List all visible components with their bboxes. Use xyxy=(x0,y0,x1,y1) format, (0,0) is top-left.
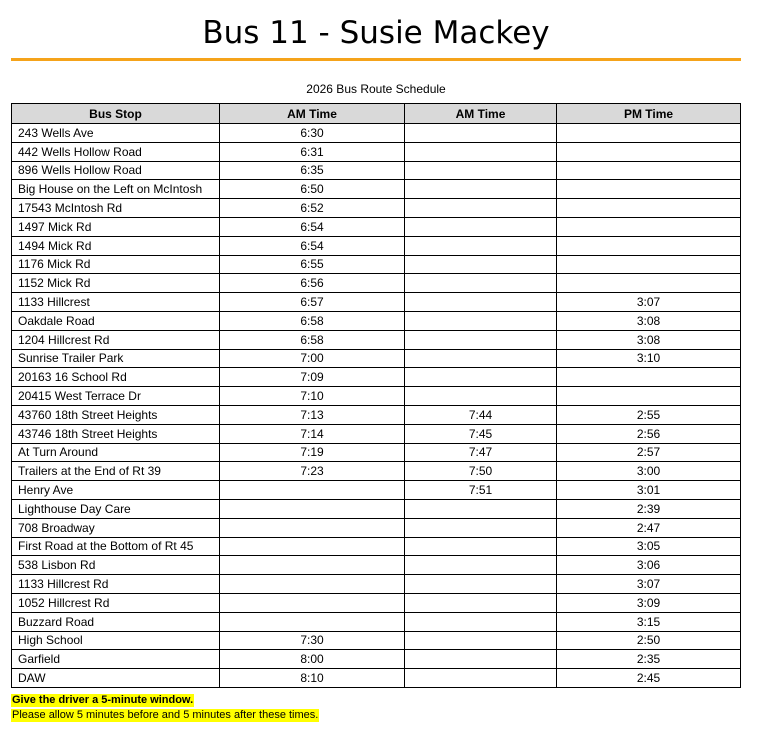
am-time-1-cell xyxy=(220,612,405,631)
table-row xyxy=(12,499,741,518)
am-time-1-cell: 7:14 xyxy=(220,424,405,443)
am-time-1-cell: 6:31 xyxy=(220,142,405,161)
am-time-2-cell xyxy=(405,518,557,537)
pm-time-cell: 3:07 xyxy=(557,575,741,594)
am-time-1-cell xyxy=(220,556,405,575)
pm-time-cell: 3:10 xyxy=(557,349,741,368)
pm-time-cell: 2:45 xyxy=(557,669,741,688)
am-time-1-cell xyxy=(220,499,405,518)
bus-stop-cell: At Turn Around xyxy=(12,443,220,462)
bus-stop-cell: 243 Wells Ave xyxy=(12,124,220,143)
am-time-2-cell xyxy=(405,537,557,556)
table-row xyxy=(12,537,741,556)
am-time-2-cell: 7:47 xyxy=(405,443,557,462)
am-time-2-cell xyxy=(405,293,557,312)
am-time-2-cell xyxy=(405,161,557,180)
bus-stop-cell: Sunrise Trailer Park xyxy=(12,349,220,368)
pm-time-cell: 3:08 xyxy=(557,330,741,349)
pm-time-cell xyxy=(557,368,741,387)
table-row xyxy=(12,255,741,274)
allowance-note: Please allow 5 minutes before and 5 minutes after these times. xyxy=(12,709,319,721)
bus-stop-cell: 20415 West Terrace Dr xyxy=(12,387,220,406)
am-time-1-cell: 7:09 xyxy=(220,368,405,387)
bus-stop-cell: 1152 Mick Rd xyxy=(12,274,220,293)
am-time-1-cell: 8:00 xyxy=(220,650,405,669)
am-time-1-cell: 7:23 xyxy=(220,462,405,481)
am-time-1-cell: 6:54 xyxy=(220,236,405,255)
table-row xyxy=(12,556,741,575)
bus-stop-cell: 1176 Mick Rd xyxy=(12,255,220,274)
pm-time-cell: 3:08 xyxy=(557,311,741,330)
am-time-2-cell xyxy=(405,612,557,631)
bus-stop-cell: Trailers at the End of Rt 39 xyxy=(12,462,220,481)
pm-time-cell xyxy=(557,142,741,161)
am-time-2-cell xyxy=(405,631,557,650)
am-time-1-cell: 6:54 xyxy=(220,217,405,236)
am-time-2-cell xyxy=(405,180,557,199)
bus-stop-cell: 1497 Mick Rd xyxy=(12,217,220,236)
am-time-2-cell xyxy=(405,236,557,255)
pm-time-cell: 2:47 xyxy=(557,518,741,537)
am-time-1-cell: 6:58 xyxy=(220,330,405,349)
pm-time-cell: 3:00 xyxy=(557,462,741,481)
pm-time-cell xyxy=(557,180,741,199)
bus-stop-cell: 20163 16 School Rd xyxy=(12,368,220,387)
table-header-row xyxy=(12,104,741,124)
table-row xyxy=(12,274,741,293)
bus-stop-cell: Lighthouse Day Care xyxy=(12,499,220,518)
am-time-2-cell xyxy=(405,669,557,688)
am-time-2-cell: 7:51 xyxy=(405,481,557,500)
pm-time-cell: 3:15 xyxy=(557,612,741,631)
table-row xyxy=(12,387,741,406)
table-row xyxy=(12,124,741,143)
pm-time-cell: 3:01 xyxy=(557,481,741,500)
pm-time-cell xyxy=(557,236,741,255)
column-header-pm-time: PM Time xyxy=(557,104,741,124)
am-time-1-cell: 6:50 xyxy=(220,180,405,199)
am-time-2-cell xyxy=(405,274,557,293)
am-time-2-cell: 7:50 xyxy=(405,462,557,481)
title-divider xyxy=(11,58,741,61)
bus-stop-cell: 1052 Hillcrest Rd xyxy=(12,593,220,612)
table-row xyxy=(12,236,741,255)
bus-stop-cell: DAW xyxy=(12,669,220,688)
am-time-2-cell xyxy=(405,387,557,406)
table-row xyxy=(12,443,741,462)
am-time-1-cell: 7:30 xyxy=(220,631,405,650)
bus-stop-cell: 1133 Hillcrest xyxy=(12,293,220,312)
am-time-2-cell: 7:44 xyxy=(405,405,557,424)
am-time-2-cell xyxy=(405,593,557,612)
pm-time-cell xyxy=(557,217,741,236)
table-row xyxy=(12,368,741,387)
pm-time-cell: 2:55 xyxy=(557,405,741,424)
bus-stop-cell: 43746 18th Street Heights xyxy=(12,424,220,443)
table-row xyxy=(12,669,741,688)
table-row xyxy=(12,293,741,312)
pm-time-cell xyxy=(557,124,741,143)
bus-stop-cell: First Road at the Bottom of Rt 45 xyxy=(12,537,220,556)
pm-time-cell xyxy=(557,199,741,218)
table-row xyxy=(12,575,741,594)
bus-stop-cell: 1494 Mick Rd xyxy=(12,236,220,255)
am-time-2-cell xyxy=(405,575,557,594)
am-time-2-cell xyxy=(405,349,557,368)
pm-time-cell: 3:06 xyxy=(557,556,741,575)
am-time-2-cell xyxy=(405,499,557,518)
column-header-am-time-1: AM Time xyxy=(220,104,405,124)
bus-stop-cell: Henry Ave xyxy=(12,481,220,500)
am-time-2-cell xyxy=(405,217,557,236)
am-time-2-cell xyxy=(405,255,557,274)
table-row xyxy=(12,650,741,669)
am-time-1-cell xyxy=(220,481,405,500)
am-time-1-cell: 7:10 xyxy=(220,387,405,406)
table-row xyxy=(12,593,741,612)
am-time-2-cell xyxy=(405,311,557,330)
am-time-2-cell xyxy=(405,199,557,218)
am-time-1-cell xyxy=(220,537,405,556)
pm-time-cell xyxy=(557,387,741,406)
pm-time-cell: 2:56 xyxy=(557,424,741,443)
pm-time-cell xyxy=(557,255,741,274)
am-time-2-cell xyxy=(405,330,557,349)
bus-stop-cell: 1204 Hillcrest Rd xyxy=(12,330,220,349)
bus-stop-cell: 896 Wells Hollow Road xyxy=(12,161,220,180)
am-time-2-cell xyxy=(405,650,557,669)
bus-stop-cell: 17543 McIntosh Rd xyxy=(12,199,220,218)
table-row xyxy=(12,518,741,537)
bus-stop-cell: Buzzard Road xyxy=(12,612,220,631)
bus-stop-cell: 442 Wells Hollow Road xyxy=(12,142,220,161)
am-time-1-cell: 6:57 xyxy=(220,293,405,312)
schedule-body xyxy=(12,124,741,688)
am-time-1-cell: 6:30 xyxy=(220,124,405,143)
pm-time-cell: 3:07 xyxy=(557,293,741,312)
bus-stop-cell: 708 Broadway xyxy=(12,518,220,537)
table-row xyxy=(12,424,741,443)
am-time-1-cell xyxy=(220,518,405,537)
table-row xyxy=(12,405,741,424)
pm-time-cell: 2:35 xyxy=(557,650,741,669)
page-title: Bus 11 - Susie Mackey xyxy=(202,15,550,51)
bus-stop-cell: High School xyxy=(12,631,220,650)
pm-time-cell: 3:05 xyxy=(557,537,741,556)
am-time-1-cell: 7:19 xyxy=(220,443,405,462)
am-time-1-cell: 6:58 xyxy=(220,311,405,330)
table-row xyxy=(12,462,741,481)
am-time-1-cell: 6:56 xyxy=(220,274,405,293)
bus-stop-cell: Garfield xyxy=(12,650,220,669)
table-row xyxy=(12,180,741,199)
table-row xyxy=(12,349,741,368)
table-row xyxy=(12,199,741,218)
table-row xyxy=(12,481,741,500)
table-row xyxy=(12,631,741,650)
am-time-1-cell: 7:13 xyxy=(220,405,405,424)
table-row xyxy=(12,142,741,161)
am-time-1-cell: 6:52 xyxy=(220,199,405,218)
column-header-am-time-2: AM Time xyxy=(405,104,557,124)
pm-time-cell: 2:39 xyxy=(557,499,741,518)
am-time-1-cell xyxy=(220,575,405,594)
am-time-1-cell: 6:35 xyxy=(220,161,405,180)
pm-time-cell: 3:09 xyxy=(557,593,741,612)
bus-stop-cell: Oakdale Road xyxy=(12,311,220,330)
am-time-2-cell xyxy=(405,368,557,387)
bus-schedule-table xyxy=(11,103,741,688)
bus-stop-cell: 538 Lisbon Rd xyxy=(12,556,220,575)
am-time-2-cell xyxy=(405,142,557,161)
am-time-1-cell: 7:00 xyxy=(220,349,405,368)
pm-time-cell xyxy=(557,274,741,293)
table-row xyxy=(12,612,741,631)
pm-time-cell: 2:57 xyxy=(557,443,741,462)
am-time-2-cell: 7:45 xyxy=(405,424,557,443)
pm-time-cell: 2:50 xyxy=(557,631,741,650)
bus-stop-cell: 1133 Hillcrest Rd xyxy=(12,575,220,594)
am-time-1-cell: 8:10 xyxy=(220,669,405,688)
am-time-2-cell xyxy=(405,556,557,575)
am-time-1-cell: 6:55 xyxy=(220,255,405,274)
bus-stop-cell: 43760 18th Street Heights xyxy=(12,405,220,424)
table-row xyxy=(12,161,741,180)
table-row xyxy=(12,330,741,349)
driver-window-note: Give the driver a 5-minute window. xyxy=(12,694,194,706)
table-row xyxy=(12,217,741,236)
table-row xyxy=(12,311,741,330)
am-time-2-cell xyxy=(405,124,557,143)
bus-stop-cell: Big House on the Left on McIntosh xyxy=(12,180,220,199)
schedule-subtitle: 2026 Bus Route Schedule xyxy=(306,82,446,96)
pm-time-cell xyxy=(557,161,741,180)
column-header-bus-stop: Bus Stop xyxy=(12,104,220,124)
am-time-1-cell xyxy=(220,593,405,612)
